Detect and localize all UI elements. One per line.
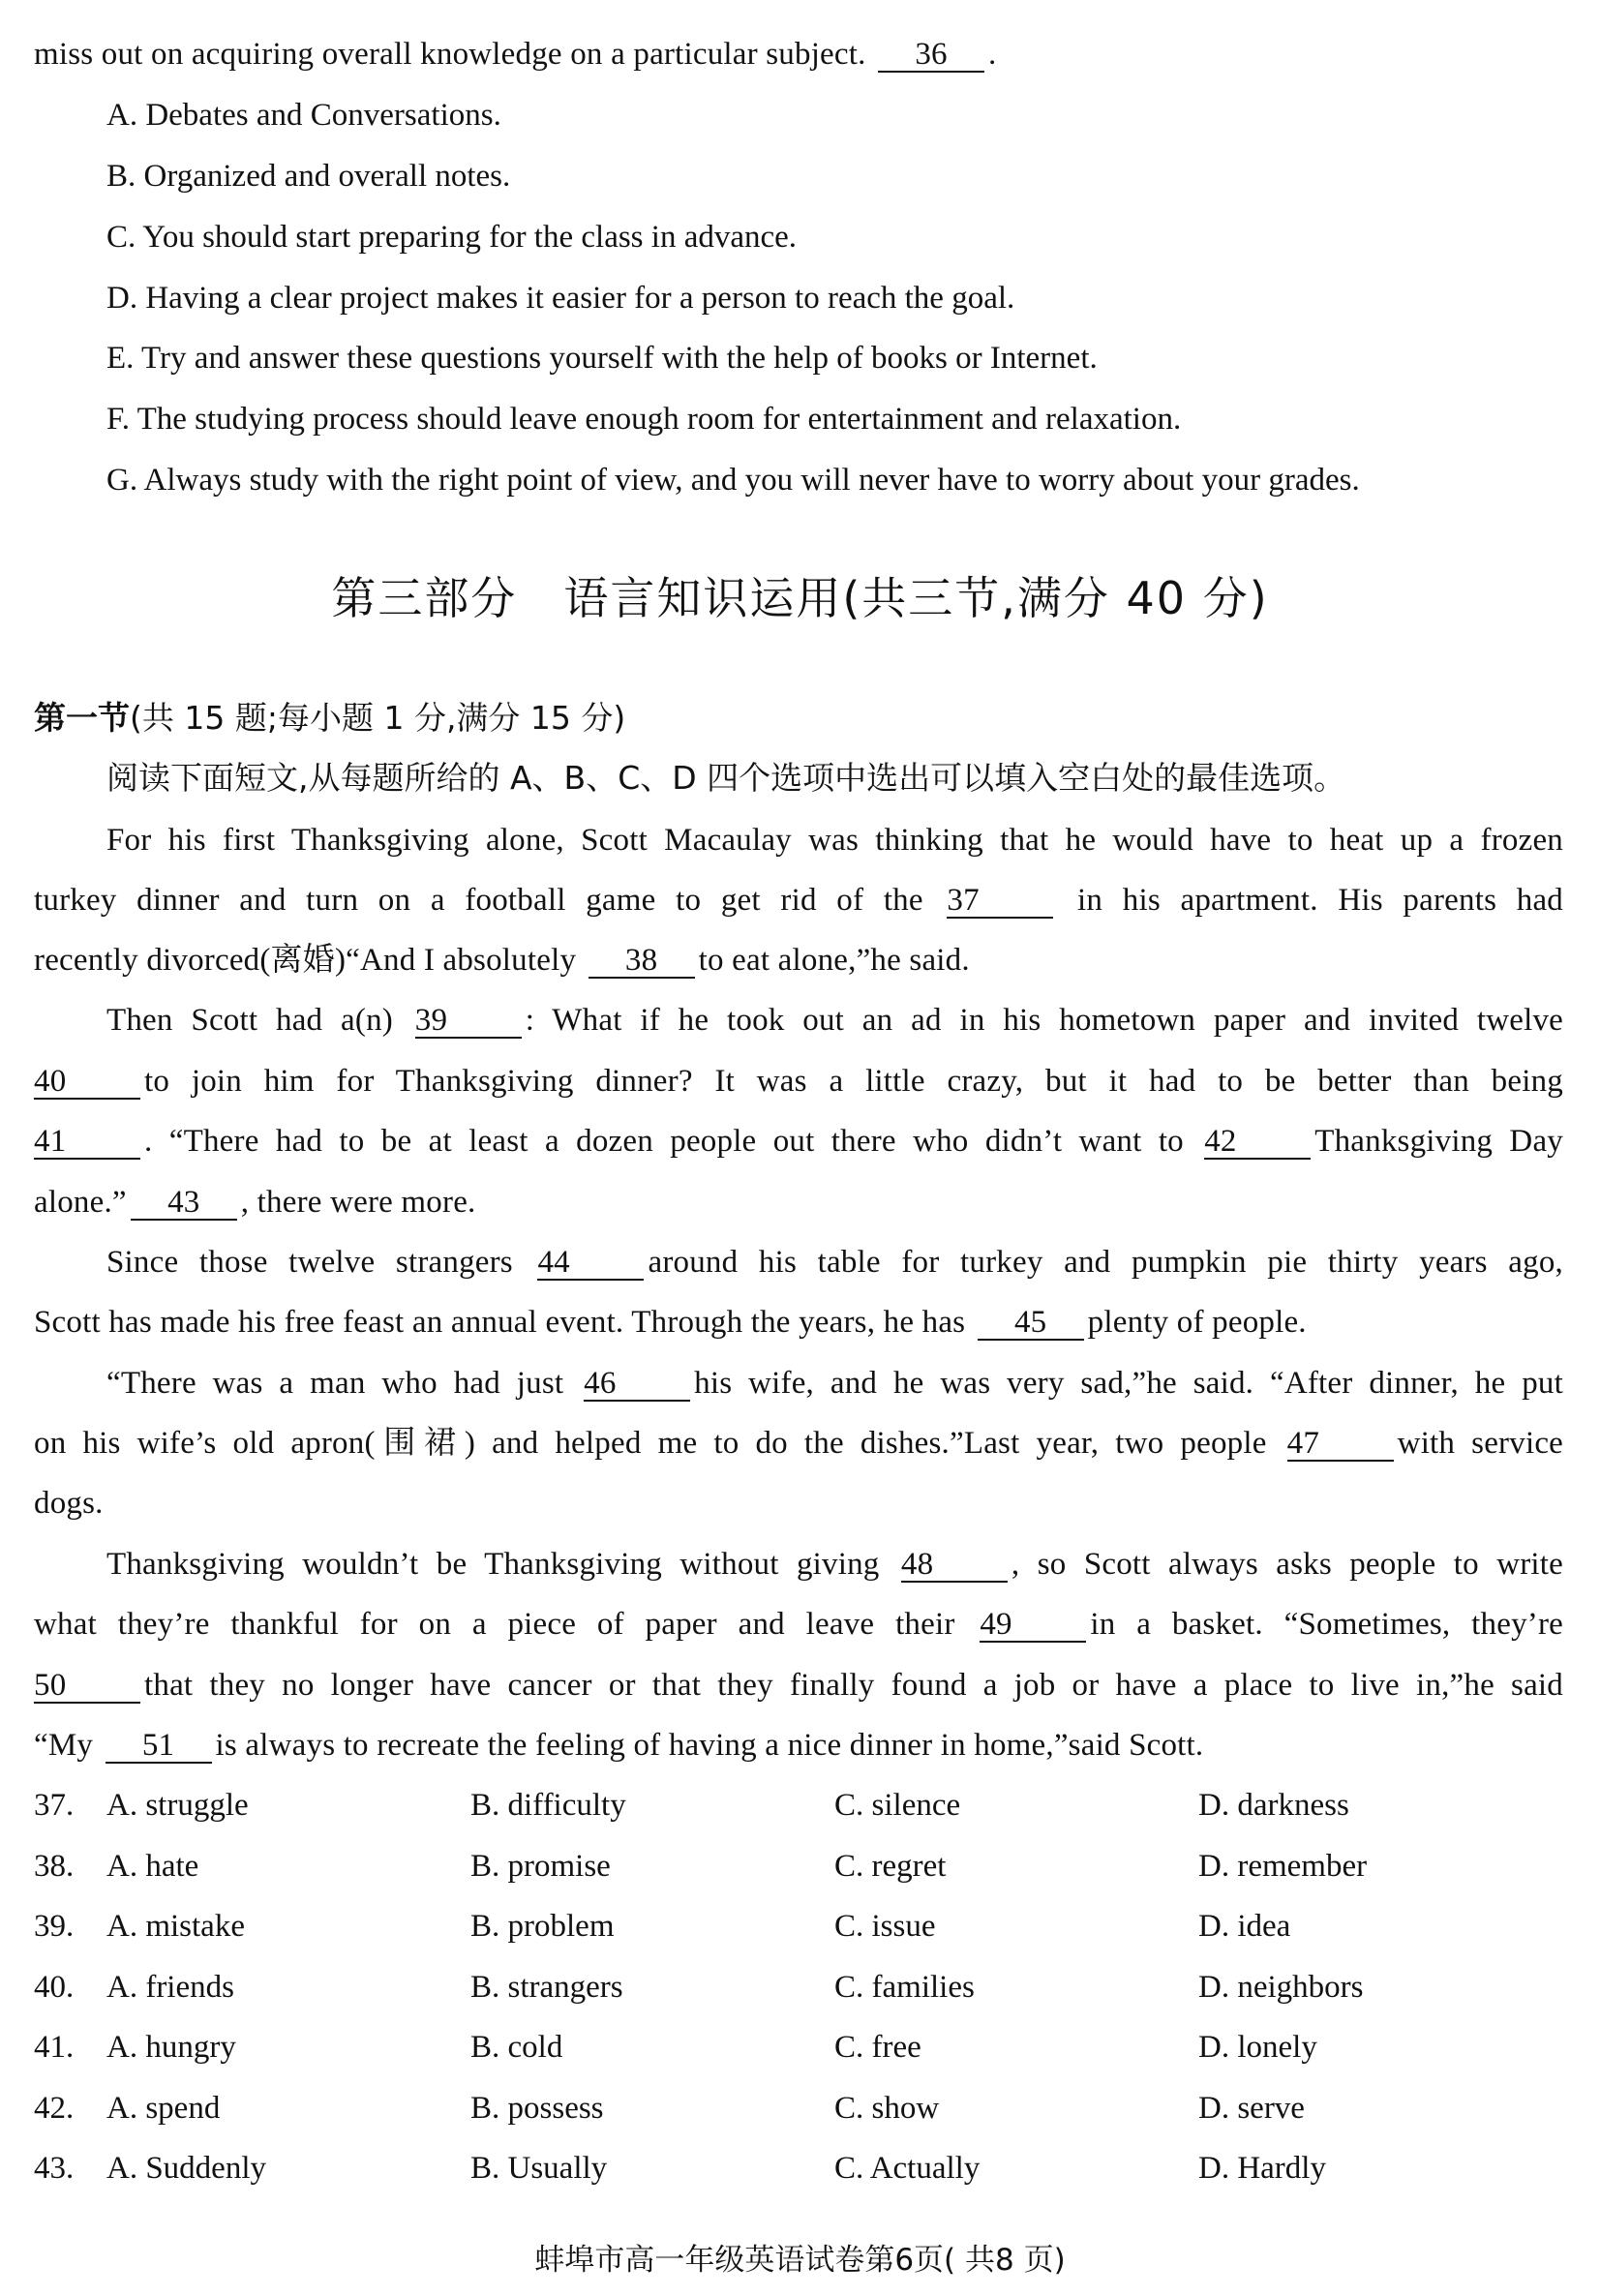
passage-line: For his first Thanksgiving alone, Scott Macaulay was thinking that he would have to heat up a frozen <box>106 823 1563 858</box>
choice-a: A. hate <box>106 1849 199 1884</box>
choice-c: C. free <box>834 2030 921 2065</box>
choice-d: D. remember <box>1198 1849 1368 1884</box>
passage-line: what they’re thankful for on a piece of paper and leave their 49 in a basket. “Sometimes, they’re <box>34 1607 1563 1642</box>
passage-line: dogs. <box>34 1486 104 1521</box>
choice-c: C. regret <box>834 1849 947 1884</box>
choice-d: D. Hardly <box>1198 2151 1326 2186</box>
option-b: B. Organized and overall notes. <box>106 159 511 194</box>
blank-36: 36 <box>878 38 984 73</box>
question-number: 42. <box>34 2091 75 2126</box>
choice-b: B. Usually <box>470 2151 608 2186</box>
choice-c: C. families <box>834 1970 975 2005</box>
choice-c: C. Actually <box>834 2151 981 2186</box>
option-f: F. The studying process should leave enough room for entertainment and relaxation. <box>106 402 1182 437</box>
passage-line: Since those twelve strangers 44 around his table for turkey and pumpkin pie thirty years ago, <box>106 1245 1563 1280</box>
blank-45: 45 <box>978 1306 1084 1341</box>
choice-b: B. possess <box>470 2091 604 2126</box>
section-desc: (共 15 题;每小题 1 分,满分 15 分) <box>130 699 626 737</box>
choice-a: A. friends <box>106 1970 234 2005</box>
choice-c: C. silence <box>834 1788 961 1823</box>
option-c: C. You should start preparing for the class in advance. <box>106 220 798 255</box>
passage-line: 50 that they no longer have cancer or that they finally found a job or have a place to live in,”he said <box>34 1668 1563 1703</box>
blank-48: 48 <box>901 1548 1008 1583</box>
blank-51: 51 <box>106 1729 212 1764</box>
choice-b: B. problem <box>470 1909 615 1944</box>
passage-line: on his wife’s old apron(围裙) and helped me to do the dishes.”Last year, two people 47 with service <box>34 1426 1563 1461</box>
part-title: 第三部分 语言知识运用(共三节,满分 40 分) <box>331 572 1269 624</box>
choice-d: D. serve <box>1198 2091 1305 2126</box>
blank-44: 44 <box>537 1246 644 1281</box>
option-a: A. Debates and Conversations. <box>106 98 501 133</box>
blank-40: 40 <box>34 1065 140 1100</box>
passage-line: recently divorced(离婚)“And I absolutely 38 to eat alone,”he said. <box>34 943 970 978</box>
choice-b: B. promise <box>470 1849 611 1884</box>
question-number: 39. <box>34 1909 75 1944</box>
question-number: 40. <box>34 1970 75 2005</box>
page-footer: 蚌埠市高一年级英语试卷第6页( 共8 页) <box>534 2243 1066 2278</box>
choice-c: C. show <box>834 2091 940 2126</box>
instruction: 阅读下面短文,从每题所给的 A、B、C、D 四个选项中选出可以填入空白处的最佳选项。 <box>106 759 1346 797</box>
blank-47: 47 <box>1287 1427 1394 1462</box>
choice-d: D. lonely <box>1198 2030 1317 2065</box>
passage-line: Scott has made his free feast an annual event. Through the years, he has 45 plenty of people. <box>34 1305 1307 1340</box>
option-d: D. Having a clear project makes it easier for a person to reach the goal. <box>106 281 1015 316</box>
choice-d: D. neighbors <box>1198 1970 1364 2005</box>
passage-line: “There was a man who had just 46 his wife, and he was very sad,”he said. “After dinner, he put <box>106 1366 1563 1401</box>
blank-37: 37 <box>947 884 1053 919</box>
passage-line: alone.” 43 , there were more. <box>34 1185 476 1220</box>
choice-a: A. Suddenly <box>106 2151 266 2186</box>
choice-b: B. strangers <box>470 1970 623 2005</box>
section-heading <box>34 699 625 738</box>
question-number: 41. <box>34 2030 75 2065</box>
question-number: 38. <box>34 1849 75 1884</box>
choice-d: D. darkness <box>1198 1788 1349 1823</box>
choice-b: B. difficulty <box>470 1788 626 1823</box>
choice-a: A. spend <box>106 2091 221 2126</box>
passage-line: 41 . “There had to be at least a dozen people out there who didn’t want to 42 Thanksgiving Day <box>34 1124 1563 1159</box>
blank-46: 46 <box>584 1367 690 1402</box>
question-number: 37. <box>34 1788 75 1823</box>
blank-42: 42 <box>1204 1125 1311 1160</box>
blank-43: 43 <box>131 1186 237 1221</box>
passage-line: “My 51 is always to recreate the feeling of having a nice dinner in home,”said Scott. <box>34 1728 1204 1763</box>
choice-a: A. mistake <box>106 1909 245 1944</box>
section-label: 第一节 <box>34 699 130 737</box>
option-e: E. Try and answer these questions yourself with the help of books or Internet. <box>106 341 1098 376</box>
choice-d: D. idea <box>1198 1909 1291 1944</box>
passage-line: Then Scott had a(n) 39 : What if he took out an ad in his hometown paper and invited twelve <box>106 1003 1563 1038</box>
passage-line: turkey dinner and turn on a football game to get rid of the 37 in his apartment. His parents had <box>34 883 1563 918</box>
choice-a: A. struggle <box>106 1788 249 1823</box>
choice-a: A. hungry <box>106 2030 236 2065</box>
blank-39: 39 <box>415 1004 522 1039</box>
blank-38: 38 <box>589 944 695 979</box>
question-number: 43. <box>34 2151 75 2186</box>
option-g: G. Always study with the right point of view, and you will never have to worry about your grades. <box>106 463 1360 498</box>
blank-41: 41 <box>34 1125 140 1160</box>
blank-49: 49 <box>980 1608 1086 1643</box>
choice-c: C. issue <box>834 1909 936 1944</box>
passage-line-top: miss out on acquiring overall knowledge on a particular subject. 36 . <box>34 37 997 72</box>
choice-b: B. cold <box>470 2030 563 2065</box>
passage-line: Thanksgiving wouldn’t be Thanksgiving without giving 48 , so Scott always asks people to write <box>106 1547 1563 1582</box>
passage-line: 40 to join him for Thanksgiving dinner? It was a little crazy, but it had to be better than being <box>34 1064 1563 1099</box>
blank-50: 50 <box>34 1669 140 1704</box>
